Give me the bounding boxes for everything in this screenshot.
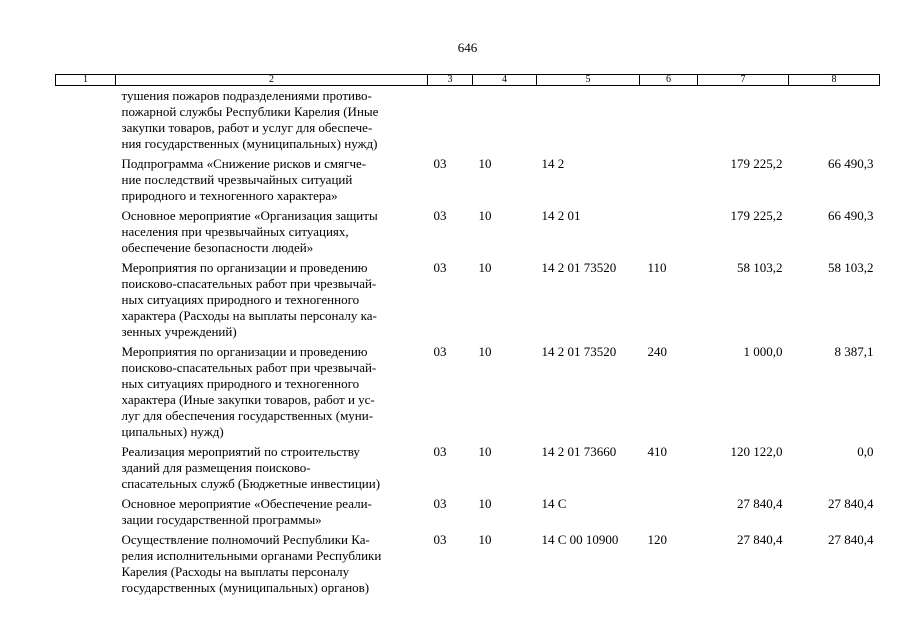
section-code-cell: 03 (433, 208, 447, 223)
item-name-line: Реализация мероприятий по строительству (121, 444, 360, 459)
item-name-line: Основное мероприятие «Обеспечение реали- (121, 496, 372, 511)
target-article-cell: 14 2 01 73660 (541, 444, 617, 459)
item-name-line: зенных учреждений) (121, 324, 237, 339)
section-code-cell: 03 (433, 496, 447, 511)
item-name-line: ния государственных (муниципальных) нужд) (121, 136, 378, 151)
row-number-cell (56, 204, 116, 256)
item-name-line: ных ситуациях природного и техногенного (121, 376, 360, 391)
subsection-code-cell: 10 (478, 532, 492, 547)
item-name-cell (116, 204, 428, 256)
table-row (56, 528, 880, 596)
column-number: 4 (473, 75, 537, 86)
item-name-line: луг для обеспечения государственных (муни- (121, 408, 374, 423)
row-number-cell (56, 492, 116, 528)
item-name-line: обеспечение безопасности людей» (121, 240, 314, 255)
subsection-code-cell: 10 (478, 344, 492, 359)
amount-cell (789, 86, 880, 153)
section-code-cell: 03 (433, 344, 447, 359)
column-number: 5 (537, 75, 640, 86)
target-article-cell: 14 2 01 73520 (541, 344, 617, 359)
amount-cell: 66 490,3 (828, 208, 874, 223)
column-number: 1 (56, 75, 116, 86)
expense-type-cell: 120 (647, 532, 667, 547)
item-name-line: зданий для размещения поисково- (121, 460, 311, 475)
column-number-row (56, 75, 880, 86)
amount-cell: 179 225,2 (730, 208, 783, 223)
item-name-cell (116, 528, 428, 596)
expense-type-cell (640, 204, 698, 256)
item-name-line: пожарной службы Республики Карелия (Иные (121, 104, 379, 119)
amount-cell: 27 840,4 (828, 496, 874, 511)
amount-cell: 0,0 (857, 444, 874, 459)
item-name-line: ных ситуациях природного и техногенного (121, 292, 360, 307)
subsection-code-cell: 10 (478, 444, 492, 459)
column-number: 3 (428, 75, 473, 86)
column-number: 8 (789, 75, 880, 86)
amount-cell: 179 225,2 (730, 156, 783, 171)
table-row (56, 204, 880, 256)
row-number-cell (56, 528, 116, 596)
subsection-code-cell: 10 (478, 208, 492, 223)
item-name-line: закупки товаров, работ и услуг для обеспече- (121, 120, 373, 135)
item-name-line: населения при чрезвычайных ситуациях, (121, 224, 349, 239)
target-article-cell: 14 С (541, 496, 567, 511)
table-header (56, 75, 880, 86)
item-name-line: Подпрограмма «Снижение рисков и смягче- (121, 156, 367, 171)
section-code-cell: 03 (433, 532, 447, 547)
section-code-cell: 03 (433, 260, 447, 275)
page-number: 646 (457, 40, 478, 55)
amount-cell: 120 122,0 (730, 444, 783, 459)
subsection-code-cell: 10 (478, 496, 492, 511)
expense-type-cell (640, 492, 698, 528)
item-name-line: Мероприятия по организации и проведению (121, 260, 368, 275)
item-name-cell (116, 340, 428, 440)
budget-table (55, 74, 880, 596)
amount-cell: 58 103,2 (737, 260, 783, 275)
row-number-cell (56, 440, 116, 492)
expense-type-cell: 110 (647, 260, 667, 275)
amount-cell: 66 490,3 (828, 156, 874, 171)
target-article-cell: 14 2 01 (541, 208, 581, 223)
item-name-cell (116, 256, 428, 340)
item-name-line: спасательных служб (Бюджетные инвестиции) (121, 476, 381, 491)
amount-cell: 8 387,1 (834, 344, 874, 359)
table-row (56, 492, 880, 528)
table-row (56, 440, 880, 492)
section-code-cell: 03 (433, 444, 447, 459)
amount-cell: 1 000,0 (743, 344, 783, 359)
item-name-line: Карелия (Расходы на выплаты персоналу (121, 564, 350, 579)
item-name-line: ние последствий чрезвычайных ситуаций (121, 172, 353, 187)
item-name-line: характера (Расходы на выплаты персоналу ка- (121, 308, 377, 323)
expense-type-cell: 410 (647, 444, 667, 459)
table-row (56, 86, 880, 153)
table-row (56, 340, 880, 440)
amount-cell: 27 840,4 (737, 496, 783, 511)
amount-cell: 27 840,4 (737, 532, 783, 547)
item-name-cell (116, 152, 428, 204)
target-article-cell: 14 2 01 73520 (541, 260, 617, 275)
item-name-line: государственных (муниципальных) органов) (121, 580, 370, 595)
item-name-cell (116, 492, 428, 528)
table-body (56, 86, 880, 597)
item-name-line: Мероприятия по организации и проведению (121, 344, 368, 359)
section-code-cell (428, 86, 473, 153)
row-number-cell (56, 152, 116, 204)
amount-cell: 58 103,2 (828, 260, 874, 275)
target-article-cell: 14 С 00 10900 (541, 532, 619, 547)
item-name-line: релия исполнительными органами Республики (121, 548, 382, 563)
item-name-line: поисково-спасательных работ при чрезвычай- (121, 276, 377, 291)
column-number: 2 (116, 75, 428, 86)
target-article-cell: 14 2 (541, 156, 565, 171)
target-article-cell (537, 86, 640, 153)
item-name-line: поисково-спасательных работ при чрезвычай- (121, 360, 377, 375)
amount-cell: 27 840,4 (828, 532, 874, 547)
column-number: 6 (640, 75, 698, 86)
subsection-code-cell (473, 86, 537, 153)
subsection-code-cell: 10 (478, 156, 492, 171)
row-number-cell (56, 340, 116, 440)
item-name-line: зации государственной программы» (121, 512, 322, 527)
item-name-line: Основное мероприятие «Организация защиты (121, 208, 378, 223)
item-name-cell (116, 440, 428, 492)
expense-type-cell: 240 (647, 344, 667, 359)
table-row (56, 256, 880, 340)
amount-cell (698, 86, 789, 153)
row-number-cell (56, 86, 116, 153)
row-number-cell (56, 256, 116, 340)
item-name-line: Осуществление полномочий Республики Ка- (121, 532, 370, 547)
item-name-line: ципальных) нужд) (121, 424, 224, 439)
item-name-line: характера (Иные закупки товаров, работ и ус- (121, 392, 375, 407)
column-number: 7 (698, 75, 789, 86)
section-code-cell: 03 (433, 156, 447, 171)
item-name-line: тушения пожаров подразделениями противо- (121, 88, 372, 103)
subsection-code-cell: 10 (478, 260, 492, 275)
expense-type-cell (640, 152, 698, 204)
item-name-line: природного и техногенного характера» (121, 188, 338, 203)
item-name-cell (116, 86, 428, 153)
expense-type-cell (640, 86, 698, 153)
table-row (56, 152, 880, 204)
